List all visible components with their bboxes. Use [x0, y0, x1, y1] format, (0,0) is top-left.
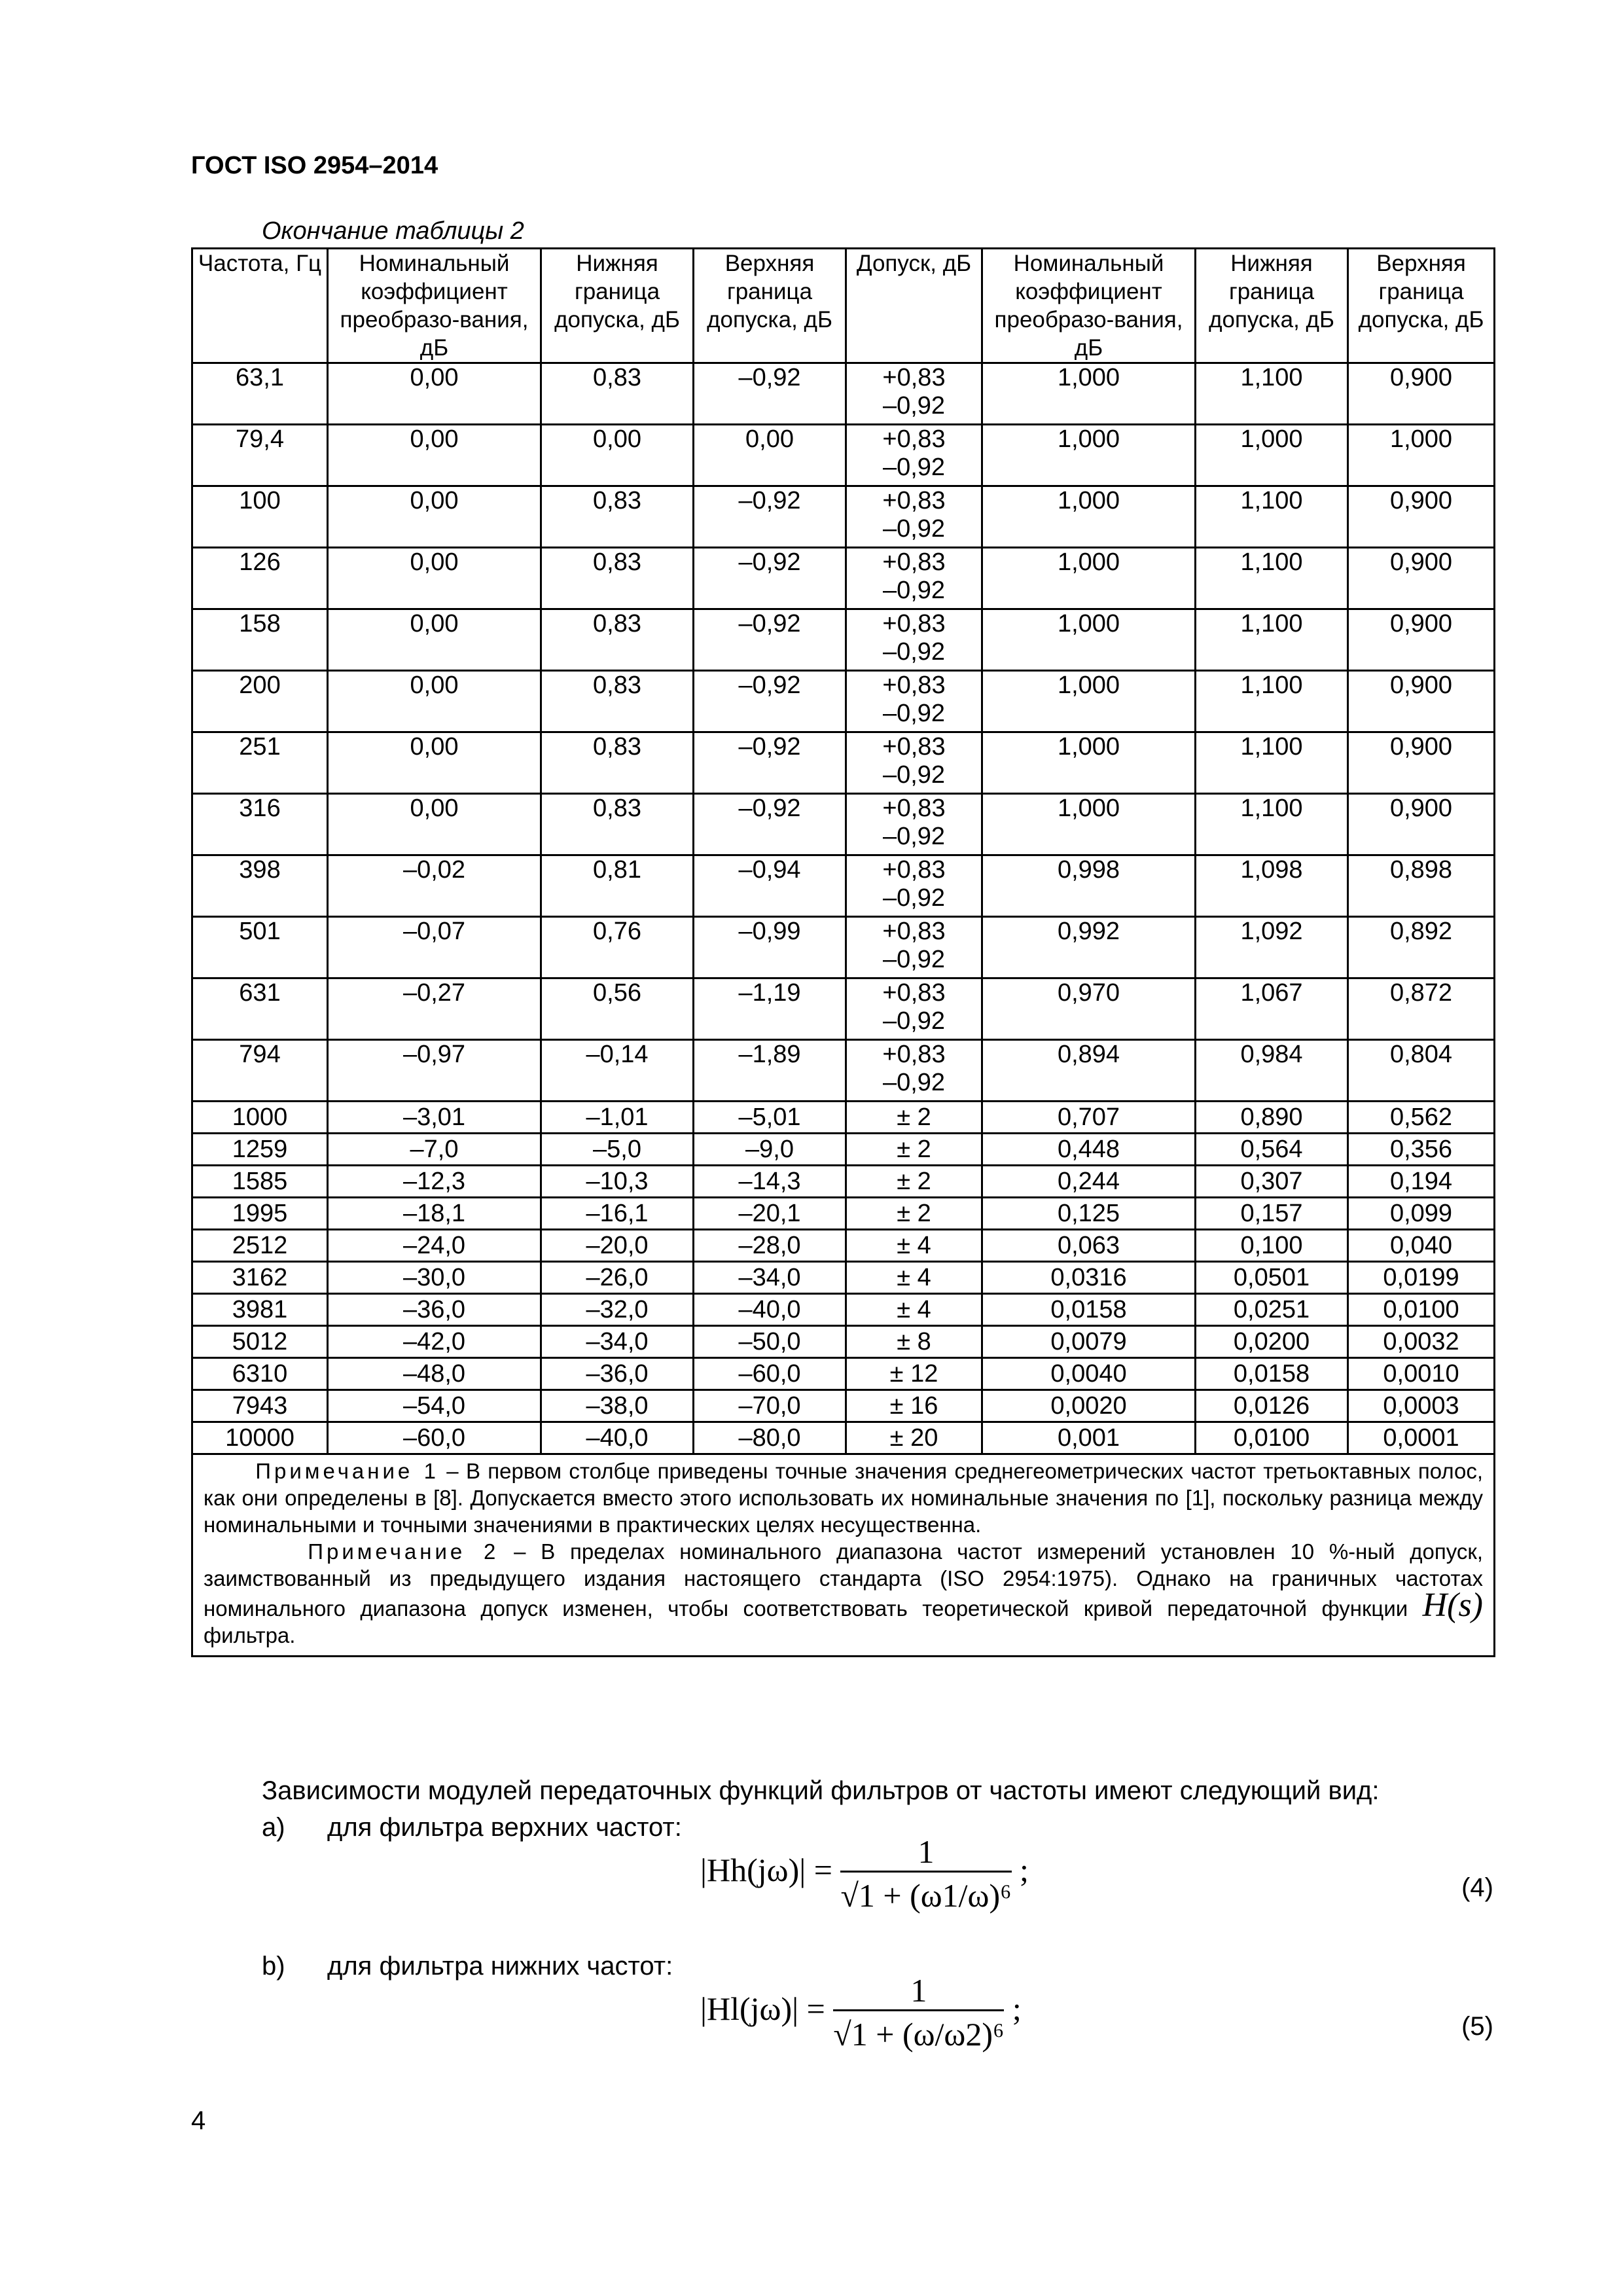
cell-frequency: 1259 — [192, 1134, 328, 1166]
cell-tolerance — [846, 1390, 982, 1422]
cell-upper-ratio: 0,099 — [1348, 1198, 1495, 1230]
cell-upper-db: –0,99 — [694, 917, 846, 978]
cell-tolerance — [846, 1102, 982, 1134]
cell-lower-db: 0,83 — [541, 363, 694, 425]
intro-paragraph: Зависимости модулей передаточных функций фильтров от частоты имеют следующий вид: — [262, 1776, 1380, 1805]
cell-lower-ratio: 1,100 — [1196, 732, 1348, 794]
tolerance-upper: +0,83 — [882, 795, 946, 822]
tolerance-upper: ± 12 — [889, 1360, 938, 1388]
cell-nominal-db: 0,00 — [328, 732, 541, 794]
equation-4-number: (4) — [1461, 1873, 1493, 1902]
cell-upper-ratio: 0,356 — [1348, 1134, 1495, 1166]
cell-nominal-db: 0,00 — [328, 363, 541, 425]
tolerance-upper: ± 4 — [897, 1264, 931, 1291]
cell-lower-ratio: 1,100 — [1196, 486, 1348, 548]
cell-upper-db: –0,92 — [694, 363, 846, 425]
tolerance-upper: ± 20 — [889, 1424, 938, 1452]
cell-tolerance — [846, 425, 982, 486]
cell-frequency: 63,1 — [192, 363, 328, 425]
cell-lower-db: –34,0 — [541, 1326, 694, 1358]
cell-nominal-ratio: 0,0079 — [982, 1326, 1196, 1358]
cell-lower-db: 0,83 — [541, 609, 694, 671]
tolerance-upper: ± 16 — [889, 1392, 938, 1420]
tolerance-upper: +0,83 — [882, 856, 946, 884]
col-header-upper-db: Верхняя граница допуска, дБ — [694, 249, 846, 363]
cell-nominal-db: –54,0 — [328, 1390, 541, 1422]
cell-tolerance — [846, 548, 982, 609]
cell-nominal-db: –0,97 — [328, 1040, 541, 1102]
cell-tolerance — [846, 1198, 982, 1230]
cell-upper-ratio: 0,0100 — [1348, 1294, 1495, 1326]
cell-frequency: 631 — [192, 978, 328, 1040]
cell-nominal-ratio: 0,0040 — [982, 1358, 1196, 1390]
cell-upper-ratio: 0,0003 — [1348, 1390, 1495, 1422]
cell-nominal-db: 0,00 — [328, 794, 541, 855]
cell-upper-ratio: 0,900 — [1348, 486, 1495, 548]
cell-frequency: 501 — [192, 917, 328, 978]
cell-tolerance — [846, 917, 982, 978]
table-row — [192, 671, 1495, 732]
cell-nominal-ratio: 1,000 — [982, 609, 1196, 671]
eq4-numerator: 1 — [840, 1833, 1011, 1873]
tolerance-upper: +0,83 — [882, 425, 946, 453]
cell-upper-db: –9,0 — [694, 1134, 846, 1166]
cell-upper-ratio: 0,900 — [1348, 671, 1495, 732]
note-1-text: – В первом столбце приведены точные значения среднегеометрических частот третьоктавных полос, как они определены в [8]. Допускается вместо этого использовать их номинальные значения по [1], поскольку разница между номинальными и точными значениями в практических целях несущественна. — [204, 1459, 1483, 1537]
cell-tolerance — [846, 1422, 982, 1454]
cell-lower-db: 0,83 — [541, 486, 694, 548]
cell-lower-db: 0,83 — [541, 671, 694, 732]
cell-tolerance — [846, 1230, 982, 1262]
table-row — [192, 1166, 1495, 1198]
col-header-nominal-db: Номинальный коэффициент преобразо-вания, дБ — [328, 249, 541, 363]
table-row — [192, 1422, 1495, 1454]
cell-lower-ratio: 0,0158 — [1196, 1358, 1348, 1390]
cell-upper-ratio: 0,900 — [1348, 794, 1495, 855]
cell-frequency: 1585 — [192, 1166, 328, 1198]
cell-lower-db: –26,0 — [541, 1262, 694, 1294]
table-row — [192, 1134, 1495, 1166]
cell-upper-db: –0,92 — [694, 732, 846, 794]
cell-lower-db: 0,83 — [541, 732, 694, 794]
cell-frequency: 398 — [192, 855, 328, 917]
cell-nominal-ratio: 1,000 — [982, 486, 1196, 548]
tolerance-lower: –0,92 — [882, 700, 946, 727]
cell-tolerance — [846, 978, 982, 1040]
cell-nominal-db: –60,0 — [328, 1422, 541, 1454]
tolerance-upper: +0,83 — [882, 733, 946, 761]
cell-lower-db: 0,83 — [541, 794, 694, 855]
cell-upper-db: –1,19 — [694, 978, 846, 1040]
tolerance-upper: +0,83 — [882, 610, 946, 637]
eq5-fraction — [833, 1971, 1004, 2053]
cell-nominal-db: 0,00 — [328, 486, 541, 548]
cell-lower-ratio: 0,564 — [1196, 1134, 1348, 1166]
cell-lower-ratio: 1,100 — [1196, 609, 1348, 671]
tolerance-upper: +0,83 — [882, 487, 946, 514]
cell-upper-ratio: 0,900 — [1348, 732, 1495, 794]
table-body — [192, 363, 1495, 1454]
cell-nominal-ratio: 1,000 — [982, 671, 1196, 732]
note-2-text: – В пределах номинального диапазона частот измерений установлен 10 %-ный допуск, заимствованный из предыдущего издания настоящего стандарта (ISO 2954:1975). Однако на граничных частотах номинального диапазона допуск изменен, чтобы соответствовать теоретической кривой передаточной функции — [204, 1539, 1484, 1621]
cell-upper-db: –40,0 — [694, 1294, 846, 1326]
cell-tolerance — [846, 363, 982, 425]
cell-nominal-db: –30,0 — [328, 1262, 541, 1294]
cell-upper-ratio: 0,562 — [1348, 1102, 1495, 1134]
tolerance-upper: ± 2 — [897, 1168, 931, 1195]
cell-frequency: 79,4 — [192, 425, 328, 486]
col-header-nominal-ratio: Номинальный коэффициент преобразо-вания, дБ — [982, 249, 1196, 363]
cell-upper-ratio: 0,0010 — [1348, 1358, 1495, 1390]
cell-upper-db: –14,3 — [694, 1166, 846, 1198]
cell-tolerance — [846, 1134, 982, 1166]
cell-lower-ratio: 0,0126 — [1196, 1390, 1348, 1422]
tolerance-lower: –0,92 — [882, 638, 946, 666]
cell-lower-db: –5,0 — [541, 1134, 694, 1166]
tolerance-upper: ± 2 — [897, 1103, 931, 1131]
cell-frequency: 316 — [192, 794, 328, 855]
cell-upper-ratio: 0,900 — [1348, 548, 1495, 609]
cell-tolerance — [846, 1262, 982, 1294]
cell-upper-ratio: 1,000 — [1348, 425, 1495, 486]
cell-nominal-ratio: 0,894 — [982, 1040, 1196, 1102]
table-row — [192, 855, 1495, 917]
cell-frequency: 158 — [192, 609, 328, 671]
cell-upper-ratio: 0,900 — [1348, 363, 1495, 425]
cell-upper-db: –0,92 — [694, 486, 846, 548]
note-2-function: H(s) — [1422, 1587, 1483, 1624]
cell-upper-db: –0,92 — [694, 794, 846, 855]
table-row — [192, 1294, 1495, 1326]
equation-5 — [700, 1971, 1022, 2053]
cell-upper-ratio: 0,892 — [1348, 917, 1495, 978]
cell-nominal-ratio: 0,063 — [982, 1230, 1196, 1262]
cell-lower-ratio: 0,157 — [1196, 1198, 1348, 1230]
cell-nominal-db: 0,00 — [328, 548, 541, 609]
cell-lower-db: –40,0 — [541, 1422, 694, 1454]
table-row — [192, 1326, 1495, 1358]
cell-upper-db: –0,94 — [694, 855, 846, 917]
table-row — [192, 1358, 1495, 1390]
cell-lower-ratio: 0,307 — [1196, 1166, 1348, 1198]
eq4-lhs: |Hh(jω)| = — [700, 1851, 832, 1888]
table-row — [192, 732, 1495, 794]
table-row — [192, 486, 1495, 548]
cell-tolerance — [846, 855, 982, 917]
tolerance-upper: ± 2 — [897, 1136, 931, 1163]
tolerance-upper: +0,83 — [882, 918, 946, 945]
cell-upper-ratio: 0,900 — [1348, 609, 1495, 671]
table-caption: Окончание таблицы 2 — [262, 217, 524, 245]
cell-nominal-ratio: 0,998 — [982, 855, 1196, 917]
note-2-label: Примечание 2 — [308, 1539, 499, 1564]
cell-lower-db: –16,1 — [541, 1198, 694, 1230]
tolerance-lower: –0,92 — [882, 577, 946, 604]
cell-upper-db: –1,89 — [694, 1040, 846, 1102]
table-row — [192, 1040, 1495, 1102]
tolerance-lower: –0,92 — [882, 884, 946, 912]
tolerance-lower: –0,92 — [882, 946, 946, 973]
cell-frequency: 1000 — [192, 1102, 328, 1134]
table-row — [192, 1198, 1495, 1230]
cell-lower-db: –32,0 — [541, 1294, 694, 1326]
table-row — [192, 794, 1495, 855]
cell-lower-ratio: 0,100 — [1196, 1230, 1348, 1262]
cell-lower-ratio: 1,100 — [1196, 363, 1348, 425]
cell-nominal-ratio: 0,244 — [982, 1166, 1196, 1198]
cell-lower-db: –1,01 — [541, 1102, 694, 1134]
note-2-end: фильтра. — [204, 1623, 296, 1647]
cell-upper-db: –60,0 — [694, 1358, 846, 1390]
col-header-upper-ratio: Верхняя граница допуска, дБ — [1348, 249, 1495, 363]
tolerance-upper: ± 4 — [897, 1296, 931, 1323]
cell-tolerance — [846, 671, 982, 732]
cell-tolerance — [846, 1166, 982, 1198]
tolerance-lower: –0,92 — [882, 823, 946, 850]
cell-lower-ratio: 1,100 — [1196, 548, 1348, 609]
cell-upper-db: –28,0 — [694, 1230, 846, 1262]
cell-tolerance — [846, 794, 982, 855]
eq5-tail: ; — [1012, 1990, 1022, 2027]
table-row — [192, 917, 1495, 978]
cell-lower-ratio: 1,100 — [1196, 794, 1348, 855]
cell-upper-ratio: 0,0032 — [1348, 1326, 1495, 1358]
cell-tolerance — [846, 1040, 982, 1102]
tolerance-upper: ± 2 — [897, 1200, 931, 1227]
cell-nominal-db: 0,00 — [328, 671, 541, 732]
cell-lower-db: –38,0 — [541, 1390, 694, 1422]
note-1 — [204, 1458, 1483, 1538]
cell-lower-ratio: 1,000 — [1196, 425, 1348, 486]
cell-lower-db: –20,0 — [541, 1230, 694, 1262]
cell-nominal-ratio: 0,992 — [982, 917, 1196, 978]
cell-nominal-ratio: 0,448 — [982, 1134, 1196, 1166]
table-row — [192, 978, 1495, 1040]
cell-lower-db: –36,0 — [541, 1358, 694, 1390]
cell-upper-db: –70,0 — [694, 1390, 846, 1422]
cell-upper-db: 0,00 — [694, 425, 846, 486]
eq5-numerator: 1 — [833, 1971, 1004, 2011]
cell-nominal-db: –42,0 — [328, 1326, 541, 1358]
equation-4 — [700, 1833, 1029, 1914]
cell-lower-db: 0,76 — [541, 917, 694, 978]
cell-nominal-db: –7,0 — [328, 1134, 541, 1166]
cell-nominal-db: –0,07 — [328, 917, 541, 978]
tolerance-upper: +0,83 — [882, 364, 946, 391]
cell-nominal-db: –18,1 — [328, 1198, 541, 1230]
cell-upper-db: –20,1 — [694, 1198, 846, 1230]
tolerance-upper: ± 4 — [897, 1232, 931, 1259]
item-b-text: для фильтра нижних частот: — [327, 1952, 673, 1981]
table-row — [192, 548, 1495, 609]
col-header-frequency: Частота, Гц — [192, 249, 328, 363]
cell-nominal-db: –12,3 — [328, 1166, 541, 1198]
cell-upper-ratio: 0,0001 — [1348, 1422, 1495, 1454]
equation-5-number: (5) — [1461, 2012, 1493, 2041]
note-1-label: Примечание 1 — [255, 1459, 439, 1483]
cell-nominal-ratio: 0,001 — [982, 1422, 1196, 1454]
tolerance-lower: –0,92 — [882, 454, 946, 481]
cell-nominal-db: –3,01 — [328, 1102, 541, 1134]
cell-upper-ratio: 0,040 — [1348, 1230, 1495, 1262]
cell-lower-db: –0,14 — [541, 1040, 694, 1102]
item-a-marker: а) — [262, 1813, 285, 1842]
cell-lower-ratio: 0,890 — [1196, 1102, 1348, 1134]
cell-nominal-db: –48,0 — [328, 1358, 541, 1390]
cell-lower-db: 0,81 — [541, 855, 694, 917]
tolerance-lower: –0,92 — [882, 515, 946, 543]
cell-lower-ratio: 1,092 — [1196, 917, 1348, 978]
document-header: ГОСТ ISO 2954–2014 — [191, 152, 438, 179]
cell-frequency: 100 — [192, 486, 328, 548]
tolerance-lower: –0,92 — [882, 1069, 946, 1096]
cell-lower-ratio: 0,0501 — [1196, 1262, 1348, 1294]
cell-nominal-ratio: 0,707 — [982, 1102, 1196, 1134]
table-row — [192, 609, 1495, 671]
cell-lower-ratio: 0,0251 — [1196, 1294, 1348, 1326]
eq4-tail: ; — [1020, 1851, 1029, 1888]
tolerance-lower: –0,92 — [882, 392, 946, 420]
cell-nominal-ratio: 1,000 — [982, 363, 1196, 425]
cell-tolerance — [846, 486, 982, 548]
cell-lower-db: –10,3 — [541, 1166, 694, 1198]
col-header-lower-db: Нижняя граница допуска, дБ — [541, 249, 694, 363]
cell-frequency: 3162 — [192, 1262, 328, 1294]
item-a-text: для фильтра верхних частот: — [327, 1813, 682, 1842]
cell-lower-db: 0,00 — [541, 425, 694, 486]
tolerance-upper: +0,83 — [882, 979, 946, 1007]
cell-upper-ratio: 0,872 — [1348, 978, 1495, 1040]
cell-frequency: 126 — [192, 548, 328, 609]
cell-frequency: 10000 — [192, 1422, 328, 1454]
eq4-fraction — [840, 1833, 1011, 1914]
cell-upper-ratio: 0,194 — [1348, 1166, 1495, 1198]
cell-nominal-ratio: 0,970 — [982, 978, 1196, 1040]
cell-frequency: 3981 — [192, 1294, 328, 1326]
cell-nominal-db: –0,02 — [328, 855, 541, 917]
cell-nominal-db: 0,00 — [328, 609, 541, 671]
table-header-row — [192, 249, 1495, 363]
table-row — [192, 425, 1495, 486]
tolerance-upper: +0,83 — [882, 1041, 946, 1068]
cell-frequency: 794 — [192, 1040, 328, 1102]
cell-frequency: 251 — [192, 732, 328, 794]
cell-tolerance — [846, 1358, 982, 1390]
col-header-lower-ratio: Нижняя граница допуска, дБ — [1196, 249, 1348, 363]
cell-nominal-ratio: 0,0020 — [982, 1390, 1196, 1422]
cell-frequency: 1995 — [192, 1198, 328, 1230]
cell-upper-db: –0,92 — [694, 609, 846, 671]
cell-upper-db: –80,0 — [694, 1422, 846, 1454]
cell-nominal-db: –24,0 — [328, 1230, 541, 1262]
cell-frequency: 5012 — [192, 1326, 328, 1358]
eq5-denominator: √1 + (ω/ω2)⁶ — [833, 2016, 1005, 2053]
cell-upper-db: –5,01 — [694, 1102, 846, 1134]
table-row — [192, 1102, 1495, 1134]
cell-lower-ratio: 1,067 — [1196, 978, 1348, 1040]
cell-lower-ratio: 0,0200 — [1196, 1326, 1348, 1358]
data-table — [191, 247, 1495, 1657]
col-header-tolerance: Допуск, дБ — [846, 249, 982, 363]
cell-nominal-ratio: 1,000 — [982, 548, 1196, 609]
cell-lower-ratio: 0,0100 — [1196, 1422, 1348, 1454]
table-row — [192, 1230, 1495, 1262]
cell-nominal-ratio: 1,000 — [982, 732, 1196, 794]
tolerance-lower: –0,92 — [882, 1007, 946, 1035]
tolerance-upper: +0,83 — [882, 672, 946, 699]
cell-nominal-db: –0,27 — [328, 978, 541, 1040]
cell-upper-db: –0,92 — [694, 548, 846, 609]
cell-upper-ratio: 0,804 — [1348, 1040, 1495, 1102]
cell-lower-ratio: 1,100 — [1196, 671, 1348, 732]
cell-nominal-ratio: 1,000 — [982, 425, 1196, 486]
cell-lower-ratio: 0,984 — [1196, 1040, 1348, 1102]
table-row — [192, 1390, 1495, 1422]
tolerance-lower: –0,92 — [882, 761, 946, 789]
cell-lower-db: 0,83 — [541, 548, 694, 609]
cell-nominal-ratio: 1,000 — [982, 794, 1196, 855]
cell-nominal-db: 0,00 — [328, 425, 541, 486]
page-number: 4 — [191, 2106, 206, 2135]
note-2 — [204, 1538, 1483, 1649]
cell-tolerance — [846, 732, 982, 794]
cell-upper-db: –34,0 — [694, 1262, 846, 1294]
cell-nominal-ratio: 0,0316 — [982, 1262, 1196, 1294]
cell-frequency: 6310 — [192, 1358, 328, 1390]
cell-upper-ratio: 0,0199 — [1348, 1262, 1495, 1294]
tolerance-upper: +0,83 — [882, 548, 946, 576]
cell-tolerance — [846, 1326, 982, 1358]
cell-lower-ratio: 1,098 — [1196, 855, 1348, 917]
tolerance-upper: ± 8 — [897, 1328, 931, 1355]
cell-tolerance — [846, 609, 982, 671]
eq5-lhs: |Hl(jω)| = — [700, 1990, 825, 2027]
cell-tolerance — [846, 1294, 982, 1326]
table-row — [192, 363, 1495, 425]
table-notes — [192, 1454, 1495, 1657]
cell-upper-ratio: 0,898 — [1348, 855, 1495, 917]
cell-upper-db: –0,92 — [694, 671, 846, 732]
cell-nominal-ratio: 0,0158 — [982, 1294, 1196, 1326]
cell-frequency: 2512 — [192, 1230, 328, 1262]
table-row — [192, 1262, 1495, 1294]
cell-nominal-ratio: 0,125 — [982, 1198, 1196, 1230]
cell-frequency: 7943 — [192, 1390, 328, 1422]
cell-lower-db: 0,56 — [541, 978, 694, 1040]
cell-upper-db: –50,0 — [694, 1326, 846, 1358]
eq4-denominator: √1 + (ω1/ω)⁶ — [840, 1877, 1012, 1914]
cell-frequency: 200 — [192, 671, 328, 732]
cell-nominal-db: –36,0 — [328, 1294, 541, 1326]
item-b-marker: b) — [262, 1952, 285, 1981]
